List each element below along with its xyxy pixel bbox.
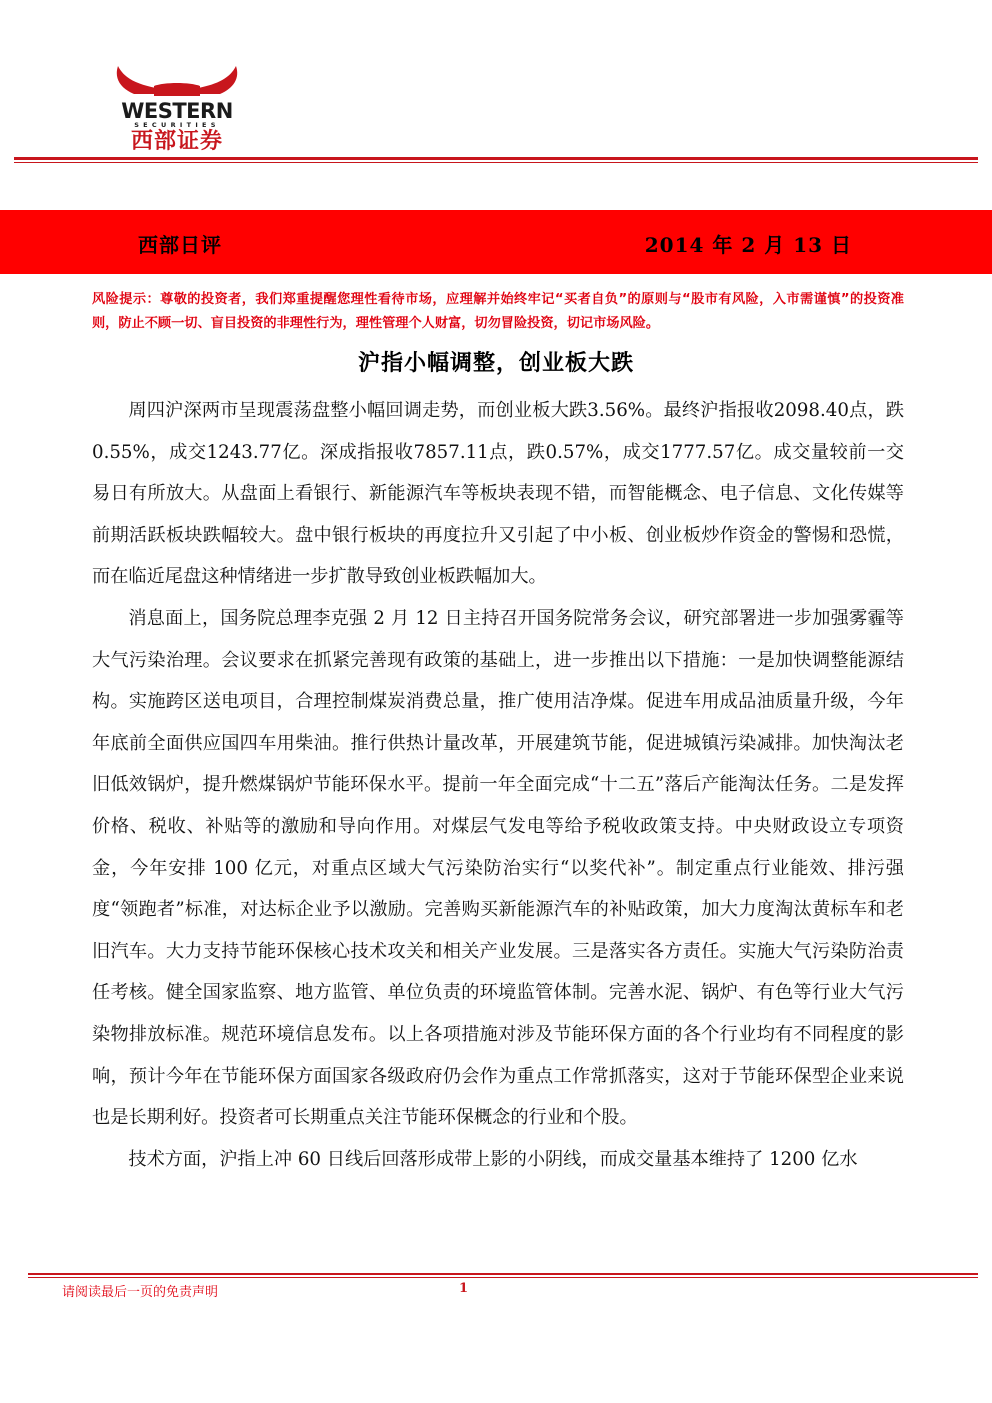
bull-horns-icon xyxy=(110,64,244,98)
header-rule-thin xyxy=(14,162,978,163)
page-number: 1 xyxy=(459,1281,469,1296)
logo-chinese-name: 西部证券 xyxy=(130,129,223,154)
paragraph: 技术方面，沪指上冲 60 日线后回落形成带上影的小阴线，而成交量基本维持了 1200 亿水 xyxy=(128,1148,858,1170)
paragraph: 周四沪深两市呈现震荡盘整小幅回调走势，而创业板大跌3.56%。最终沪指报收2098.40点，跌0.55%，成交1243.77亿。深成指报收7857.11点，跌0.57%，成交1777.57亿。成交量较前一交易日有所放大。从盘面上看银行、新能源汽车等板块表现不错，而智能概念、电子信息、文化传媒等前期活跃板块跌幅较大。盘中银行板块的再度拉升又引起了中小板、创业板炒作资金的警惕和恐慌，而在临近尾盘这种情绪进一步扩散导致创业板跌幅加大。 xyxy=(92,400,904,588)
disclaimer-note: 请阅读最后一页的免责声明 xyxy=(62,1285,219,1300)
logo-subline: SECURITIES xyxy=(134,121,220,129)
report-date: 2014 年 2 月 13 日 xyxy=(644,233,852,257)
risk-notice: 风险提示：尊敬的投资者，我们郑重提醒您理性看待市场，应理解并始终牢记“买者自负”的原则与“股市有风险，入市需谨慎”的投资准则，防止不顾一切、盲目投资的非理性行为，理性管理个人财富，切勿冒险投资，切记市场风险。 xyxy=(92,292,904,331)
report-series-title: 西部日评 xyxy=(138,233,222,257)
article-headline: 沪指小幅调整，创业板大跌 xyxy=(357,351,634,376)
footer-rule xyxy=(28,1273,978,1275)
header-rule xyxy=(14,157,978,160)
company-logo xyxy=(110,64,244,156)
article-body xyxy=(92,390,904,1180)
logo-wordmark: WESTERN xyxy=(121,99,233,123)
paragraph: 消息面上，国务院总理李克强 2 月 12 日主持召开国务院常务会议，研究部署进一步加强雾霾等大气污染治理。会议要求在抓紧完善现有政策的基础上，进一步推出以下措施：一是加快调整能源结构。实施跨区送电项目，合理控制煤炭消费总量，推广使用洁净煤。促进车用成品油质量升级，今年年底前全面供应国四车用柴油。推行供热计量改革，开展建筑节能，促进城镇污染减排。加快淘汰老旧低效锅炉，提升燃煤锅炉节能环保水平。提前一年全面完成“十二五”落后产能淘汰任务。二是发挥价格、税收、补贴等的激励和导向作用。对煤层气发电等给予税收政策支持。中央财政设立专项资金，今年安排 100 亿元，对重点区域大气污染防治实行“以奖代补”。制定重点行业能效、排污强度“领跑者”标准，对达标企业予以激励。完善购买新能源汽车的补贴政策，加大力度淘汰黄标车和老旧汽车。大力支持节能环保核心技术攻关和相关产业发展。三是落实各方责任。实施大气污染防治责任考核。健全国家监察、地方监管、单位负责的环境监管体制。完善水泥、锅炉、有色等行业大气污染物排放标准。规范环境信息发布。以上各项措施对涉及节能环保方面的各个行业均有不同程度的影响，预计今年在节能环保方面国家各级政府仍会作为重点工作常抓落实，这对于节能环保型企业来说也是长期利好。投资者可长期重点关注节能环保概念的行业和个股。 xyxy=(92,607,904,1129)
footer-rule-thin xyxy=(28,1277,978,1278)
report-banner xyxy=(0,210,992,274)
